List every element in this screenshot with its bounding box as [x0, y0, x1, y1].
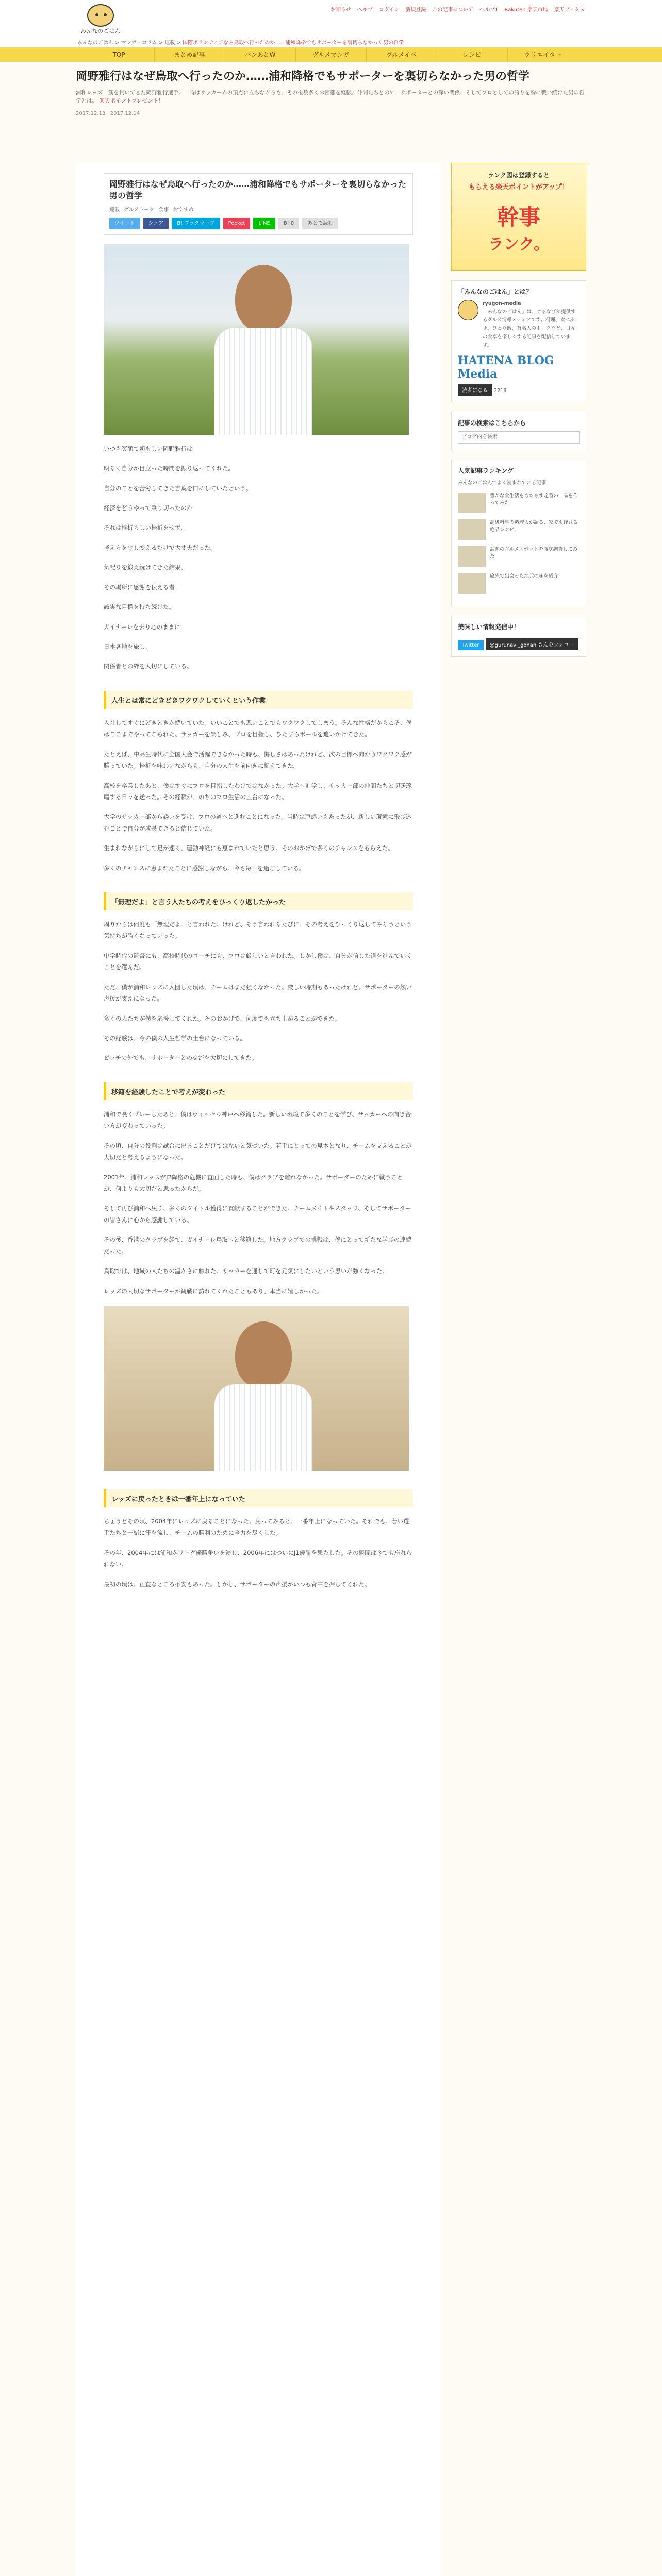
sidebar — [451, 163, 586, 666]
article-dates — [76, 111, 586, 116]
sns-title: 美味しい情報発信中！ — [458, 623, 520, 631]
paragraph: その後、香港のクラブを経て、ガイナーレ鳥取へと移籍した。地方クラブでの挑戦は、僕にとって新たな学びの連続だった。 — [104, 1236, 412, 1255]
paragraph: 中学時代の監督にも、高校時代のコーチにも、プロは厳しいと言われた。しかし僕は、自分が信じた道を進んでいくことを選んだ。 — [104, 952, 412, 971]
paragraph: 誠実な目標を持ち続けた。 — [104, 603, 175, 611]
about-text: 「みんなのごはん」は、ぐるなびが提供するグルメ情報メディアです。料理、食べ歩き、ひとり飯、有名人のトークなど、日々の食卓を楽しくする記事を配信しています。 — [483, 309, 576, 348]
paragraph: それは挫折らしい挫折をせず、 — [104, 524, 187, 532]
page-title: 岡野雅行はなぜ鳥取へ行ったのか……浦和降格でもサポーターを裏切らなかった男の哲学 — [76, 70, 530, 83]
tag[interactable]: おすすめ — [173, 207, 194, 213]
site-logo[interactable] — [77, 4, 124, 35]
site-header — [0, 0, 662, 47]
nav-gourmet-event[interactable]: グルメイベ — [367, 47, 437, 62]
share-button[interactable]: B! ブックマーク — [172, 218, 220, 229]
paragraph: 経済をどうやって乗り切ったのか — [104, 504, 193, 512]
paragraph: 考え方を少し変えるだけで大丈夫だった。 — [104, 544, 217, 551]
avatar — [458, 300, 478, 320]
ranking-item[interactable] — [458, 573, 580, 594]
paragraph: ただ、僕が浦和レッズに入団した頃は、チームはまだ強くなかった。厳しい時期もあったけれど、サポーターの熱い声援が支えになった。 — [104, 983, 412, 1003]
hatena-blog-media-logo[interactable]: HATENA BLOG Media — [458, 353, 554, 381]
ad-big-text-2: ランク。 — [488, 235, 550, 253]
ranking-item-title: 旅先で出会った地元の味を紹介 — [490, 573, 559, 579]
article-card-title: 岡野雅行はなぜ鳥取へ行ったのか……浦和降格でもサポーターを裏切らなかった男の哲学 — [109, 179, 407, 201]
updated-date: 2017.12.14 — [110, 111, 140, 117]
paragraph: 高校を卒業したあと、僕はすぐにプロを目指したわけではなかった。大学へ進学し、サッカー部の仲間たちと切磋琢磨する日々を送った。その経験が、のちのプロ生活の土台になった。 — [104, 782, 412, 801]
section-heading: 移籍を経験したことで考えが変わった — [104, 1082, 413, 1100]
share-button[interactable]: シェア — [143, 218, 169, 229]
nav-recipe[interactable]: レシピ — [437, 47, 508, 62]
ad-line1: ランク図は登録すると — [488, 172, 550, 179]
ranking-box — [451, 460, 586, 606]
lead-highlight[interactable]: 楽天ポイントプレゼント！ — [99, 98, 164, 105]
person-figure — [217, 1321, 310, 1471]
header-link[interactable]: 新規登録 — [405, 7, 426, 13]
paragraph: レッズの大切なサポーターが観戦に訪れてくれたこともあり、本当に嬉しかった。 — [104, 1287, 323, 1295]
nav-ban[interactable]: バンあとW — [225, 47, 296, 62]
paragraph: そして再び浦和へ戻り、多くのタイトル獲得に貢献することができた。チームメイトやスタッフ、そしてサポーターの皆さんに心から感謝している。 — [104, 1205, 411, 1224]
logo-mascot-icon — [87, 4, 114, 27]
nav-creator[interactable]: クリエイター — [524, 51, 561, 58]
content-wrap — [76, 69, 586, 1588]
ranking-thumbnail — [458, 493, 486, 513]
paragraph: いつも笑顔で頼もしい岡野雅行は — [104, 445, 193, 452]
tag[interactable]: 連載 — [109, 207, 120, 213]
breadcrumb-current: 国際ボランティアなら鳥取へ行ったのか……浦和降格でもサポーターを裏切らなかった男の哲学 — [183, 40, 404, 46]
paragraph: 鳥取では、地域の人たちの温かさに触れた。サッカーを通じて町を元気にしたいという思いが強くなった。 — [104, 1267, 388, 1275]
lead-text: 浦和レッズ一筋を貫いてきた岡野雅行選手。一時はサッカー界の頂点に立ちながらも、その後数多くの困難を経験。仲間たちとの絆、サポーターとの深い関係、そしてプロとしての誇りを胸に戦い続けた男の哲学とは。 — [76, 89, 585, 105]
ranking-item[interactable] — [458, 519, 580, 540]
search-box — [451, 412, 586, 450]
paragraph: 周りからは何度も「無理だよ」と言われた。けれど、そう言われるたびに、その考えをひっくり返してやろうという気持ちが強くなっていった。 — [104, 921, 412, 940]
share-button[interactable]: B! 0 — [278, 218, 299, 229]
nav-top[interactable]: TOP — [84, 47, 155, 62]
portrait-photo — [104, 1306, 409, 1471]
follow-count: 2216 — [494, 387, 507, 394]
paragraph: 明るく自分が目立った時間を振り返ってくれた。 — [104, 465, 234, 472]
ranking-thumbnail — [458, 519, 486, 540]
section-heading: レッズに戻ったときは一番年上になっていた — [104, 1489, 413, 1507]
breadcrumb-item[interactable]: 連載 — [164, 40, 175, 46]
breadcrumb: みんなのごはん > マンガ・コラム > 連載 > 国際ボランティアなら鳥取へ行ったのか……浦和降格でもサポーターを裏切らなかった男の哲学 — [77, 40, 404, 46]
paragraph: 気配りを鍛え続けてきた結果、 — [104, 564, 187, 571]
paragraph: 日本各地を旅し、 — [104, 643, 151, 650]
section-heading: 人生とは常にどきどきワクワクしていくという作業 — [104, 691, 413, 709]
article-sections-2 — [104, 1489, 413, 1590]
paragraph: 多くの人たちが僕を応援してくれた。そのおかげで、何度でも立ち上がることができた。 — [104, 1014, 341, 1022]
nav-gourmet-manga[interactable]: グルメマンガ — [296, 47, 367, 62]
paragraph: ガイナーレを去り心のままに — [104, 623, 180, 631]
tag[interactable]: 食事 — [158, 207, 169, 213]
about-user[interactable]: ryugon-media — [483, 301, 521, 307]
paragraph: 生まれながらにして足が速く、運動神経にも恵まれていたと思う。そのおかげで多くのチャンスをもらえた。 — [104, 844, 394, 852]
paragraph: ちょうどその頃、2004年にレッズに戻ることになった。戻ってみると、一番年上になっていた。それでも、若い選手たちと一緒に汗を流し、チームの勝利のために全力を尽くした。 — [104, 1517, 409, 1537]
paragraph: 自分のことを苦労してきた言葉を口にしていたという。 — [104, 484, 252, 492]
search-input[interactable] — [458, 431, 580, 444]
paragraph: その場所に感謝を伝える者 — [104, 583, 175, 591]
share-button[interactable]: あとで読む — [302, 218, 338, 229]
ranking-subtitle: みんなのごはんでよく読まれている記事 — [458, 480, 547, 486]
article-lead — [76, 89, 586, 106]
paragraph: ピッチの外でも、サポーターとの交流を大切にしてきた。 — [104, 1054, 258, 1062]
header-link[interactable]: 楽天ブックス — [554, 7, 585, 13]
hero-photo — [104, 244, 409, 435]
ranking-title: 人気記事ランキング — [458, 467, 514, 474]
follow-button[interactable]: 読者になる — [458, 384, 492, 396]
paragraph: その年、2004年には浦和がリーグ優勝争いを演じ、2006年にはついにJ1優勝を果たした。その瞬間は今でも忘れられない。 — [104, 1549, 412, 1568]
paragraph: 入社してすぐにどきどきが続いていた。いいことでも悪いことでもワクワクしてしまう。そんな性格だからこそ、僕はここまでやってこられた。サッカーを楽しみ、プロを目指し、ひたすらボールを追いかけてきた。 — [104, 719, 412, 738]
paragraph: 大学のサッカー部から誘いを受け、プロの道へと進むことになった。当時は戸惑いもあったが、新しい環境に飛び込むことで自分が成長できると信じていた。 — [104, 813, 412, 832]
ranking-thumbnail — [458, 546, 486, 567]
ad-banner[interactable] — [451, 163, 586, 271]
paragraph: その頃、自分の役割は試合に出ることだけではないと気づいた。若手にとっての見本となり、チームを支えることが大切だと考えるようになった。 — [104, 1142, 412, 1161]
ranking-thumbnail — [458, 573, 486, 594]
twitter-follow-button[interactable]: @gurunavi_gohan さんをフォロー — [486, 638, 578, 650]
paragraph: たとえば、中高生時代に全国大会で活躍できなかった時も、悔しさはあったけれど、次の目標へ向かうワクワク感が勝っていた。挫折を味わいながらも、自分の人生を前向きに捉えてきた。 — [104, 750, 412, 770]
header-link[interactable]: お知らせ — [330, 7, 351, 13]
share-button[interactable]: LINE — [253, 218, 275, 229]
breadcrumb-item[interactable]: みんなのごはん — [77, 40, 113, 46]
ranking-item-title: 話題のグルメスポットを徹底調査してみた — [490, 546, 578, 560]
ranking-item[interactable] — [458, 493, 580, 513]
published-date: 2017.12.13 — [76, 111, 106, 117]
ranking-item[interactable] — [458, 546, 580, 567]
twitter-badge[interactable]: Twitter — [458, 640, 484, 650]
ad-line2: もらえる楽天ポイントがアップ！ — [468, 183, 569, 191]
person-figure — [217, 265, 310, 435]
header-link[interactable]: ヘルプ — [357, 7, 373, 13]
ranking-item-title: 豊かな食生活をもたらす定番の一品を作ってみた — [490, 493, 578, 506]
header-links — [330, 5, 585, 13]
search-title: 記事の検索はこちらから — [458, 419, 526, 427]
ad-big-text: 幹事 — [496, 205, 540, 230]
paragraph: 最初の頃は、正直なところ不安もあった。しかし、サポーターの声援がいつも背中を押してくれた。 — [104, 1580, 371, 1588]
paragraph: 浦和で長くプレーしたあと、僕はヴィッセル神戸へ移籍した。新しい環境で多くのことを学び、サッカーへの向き合い方が変わっていった。 — [104, 1110, 411, 1130]
article-tags — [109, 205, 407, 213]
header-link[interactable]: Rakuten 楽天市場 — [504, 7, 548, 13]
share-buttons — [109, 218, 407, 229]
tag[interactable]: グルメトーク — [124, 207, 155, 213]
header-link[interactable]: ログイン — [378, 7, 400, 13]
paragraph: その経験は、今の僕の人生哲学の土台になっている。 — [104, 1035, 246, 1042]
header-link[interactable]: ヘルプ1 — [479, 7, 499, 13]
paragraph: 2001年、浦和レッズがJ2降格の危機に直面した時も、僕はクラブを離れなかった。サポーターのために戦うことが、何よりも大切だと思ったからだ。 — [104, 1173, 403, 1192]
header-link[interactable]: この記事について — [432, 7, 474, 13]
article-sections — [104, 443, 413, 1297]
about-title: 「みんなのごはん」とは？ — [458, 288, 533, 295]
about-box — [451, 280, 586, 402]
nav-matome[interactable]: まとめ記事 — [155, 47, 225, 62]
share-button[interactable]: Pocket — [223, 218, 251, 229]
main-nav — [0, 47, 662, 62]
share-button[interactable]: ツイート — [109, 218, 140, 229]
sns-box — [451, 616, 586, 657]
paragraph: 関係者との絆を大切にしている。 — [104, 663, 193, 670]
article-body — [76, 163, 441, 2576]
section-heading: 「無理だよ」と言う人たちの考えをひっくり返したかった — [104, 892, 413, 910]
paragraph: 多くのチャンスに恵まれたことに感謝しながら、今も毎日を過ごしている。 — [104, 864, 305, 872]
article-header-card — [104, 173, 413, 235]
logo-text: みんなのごはん — [80, 28, 121, 35]
breadcrumb-item[interactable]: マンガ・コラム — [121, 40, 157, 46]
ranking-item-title: 高級料亭の料理人が語る、家でも作れる絶品レシピ — [490, 519, 578, 533]
